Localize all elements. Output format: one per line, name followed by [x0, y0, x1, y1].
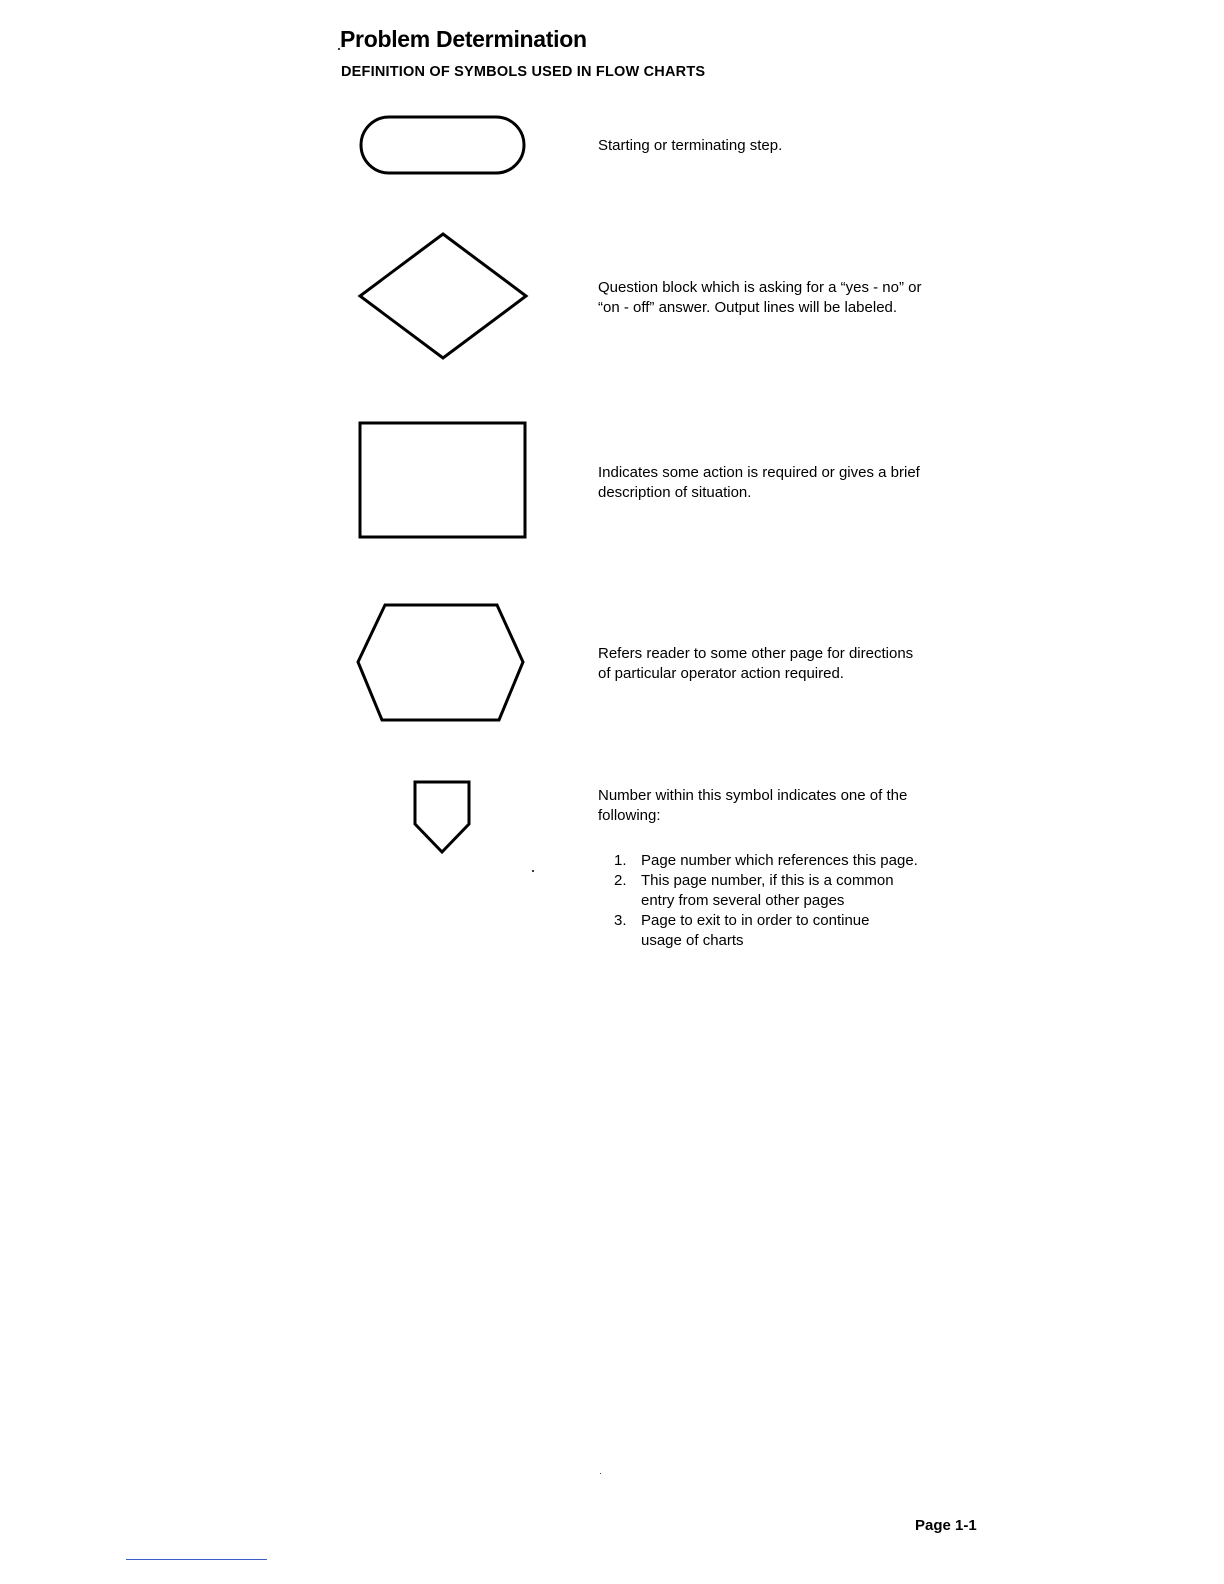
list-item-number: 2. [614, 872, 627, 889]
decision-diamond-description [598, 278, 968, 318]
list-item [614, 911, 944, 951]
list-item-number: 3. [614, 912, 627, 929]
scan-speck [600, 1473, 601, 1474]
page-connector-symbol [413, 780, 473, 856]
list-item [614, 871, 944, 911]
reference-hexagon-description [598, 644, 968, 684]
page-connector-description-line-1: Number within this symbol indicates one of the [598, 787, 908, 804]
process-rectangle-description [598, 463, 968, 503]
reference-hexagon-description-line-1: Refers reader to some other page for directions [598, 645, 914, 662]
terminal-oval-description-text: Starting or terminating step. [598, 137, 783, 154]
process-rectangle-description-line-2: description of situation. [598, 484, 752, 501]
decision-diamond-description-line-1: Question block which is asking for a “yes - no” or [598, 279, 922, 296]
scan-speck [338, 48, 340, 50]
list-item [614, 851, 944, 871]
page-connector-numbered-list [614, 851, 944, 951]
scan-speck [532, 870, 534, 872]
list-item-line: Page number which references this page. [641, 852, 918, 869]
list-item-line: entry from several other pages [641, 892, 845, 909]
footer-rule [126, 1559, 267, 1560]
terminal-oval-description [598, 136, 968, 156]
decision-diamond-description-line-2: “on - off” answer. Output lines will be labeled. [598, 299, 898, 316]
page-connector-description [598, 786, 968, 826]
list-item-line: Page to exit to in order to continue [641, 912, 870, 929]
page-title: Problem Determination [340, 26, 587, 52]
process-rectangle-symbol [358, 421, 528, 540]
list-item-line: usage of charts [641, 932, 744, 949]
page-connector-description-line-2: following: [598, 807, 661, 824]
reference-hexagon-symbol [355, 602, 527, 724]
reference-hexagon-description-line-2: of particular operator action required. [598, 665, 844, 682]
process-rectangle-description-line-1: Indicates some action is required or gives a brief [598, 464, 920, 481]
list-item-line: This page number, if this is a common [641, 872, 894, 889]
terminal-oval-symbol [358, 114, 528, 176]
decision-diamond-symbol [357, 231, 529, 361]
list-item-text [641, 911, 944, 951]
list-item-text [641, 871, 944, 911]
page-subtitle: DEFINITION OF SYMBOLS USED IN FLOW CHARTS [341, 64, 706, 80]
list-item-text [641, 851, 944, 871]
page-number: Page 1-1 [915, 1517, 977, 1534]
list-item-number: 1. [614, 852, 627, 869]
